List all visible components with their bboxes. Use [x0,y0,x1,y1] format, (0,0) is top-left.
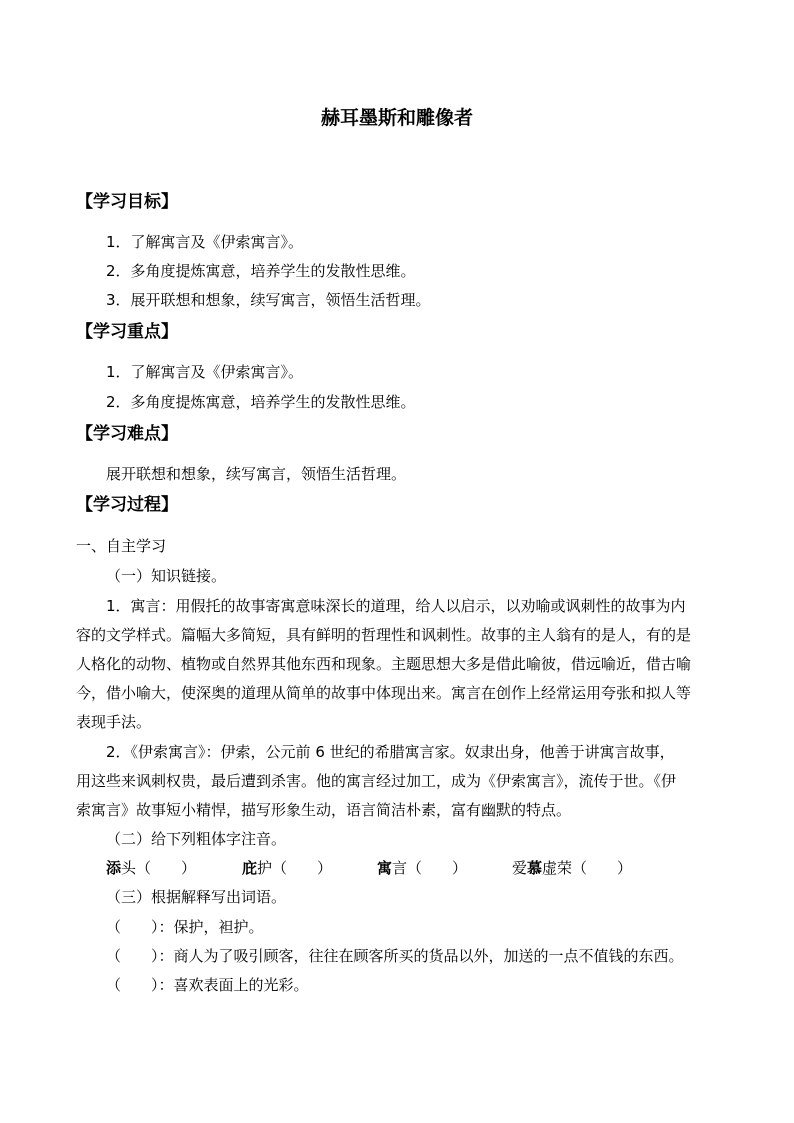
page-title: 赫耳墨斯和雕像者 [320,107,473,129]
paragraph-line: 表现手法。 [76,713,152,731]
pinyin-blank: 虚荣（ ） [542,859,633,877]
paragraph-line: 1．寓言：用假托的故事寄寓意味深长的道理，给人以启示，以劝喻或讽刺性的故事为内 [106,597,686,615]
key-point-item: 1．了解寓言及《伊索寓言》。 [106,363,304,381]
difficulty-text: 展开联想和想象，续写寓言，领悟生活哲理。 [106,465,407,483]
sub-knowledge-link: （一）知识链接。 [106,567,227,585]
paragraph-line: 用这些来讽刺权贵，最后遭到杀害。他的寓言经过加工，成为《伊索寓言》，流传于世。《伊 [76,772,677,790]
heading-goals: 【学习目标】 [76,192,178,212]
paragraph-line: 容的文学样式。篇幅大多简短，具有鲜明的哲理性和讽刺性。故事的主人翁有的是人，有的是 [76,626,692,644]
pinyin-blank: 护（ ） [257,859,333,877]
pinyin-blank: 头（ ） [121,859,197,877]
goal-item: 1．了解寓言及《伊索寓言》。 [106,233,304,251]
bold-char: 添 [106,859,122,877]
definition-line: （ ）：喜欢表面上的光彩。 [106,976,309,994]
plain-char: 爱 [512,859,528,877]
definition-line: （ ）：保护，袒护。 [106,918,264,936]
pinyin-item [106,858,196,878]
heading-key-points: 【学习重点】 [76,322,178,342]
part-self-study: 一、自主学习 [76,537,167,555]
sub-definitions: （三）根据解释写出词语。 [106,888,287,906]
paragraph-line: 今，借小喻大，使深奥的道理从简单的故事中体现出来。寓言在创作上经常运用夸张和拟人等 [76,684,692,702]
bold-char: 寓 [377,859,393,877]
pinyin-item [512,858,632,878]
heading-difficulties: 【学习难点】 [76,424,178,444]
pinyin-item [242,858,332,878]
bold-char: 庇 [242,859,258,877]
goal-item: 2．多角度提炼寓意，培养学生的发散性思维。 [106,262,416,280]
pinyin-item [377,858,467,878]
bold-char: 慕 [527,859,543,877]
definition-line: （ ）：商人为了吸引顾客，往往在顾客所买的货品以外，加送的一点不值钱的东西。 [106,947,684,965]
sub-pinyin: （二）给下列粗体字注音。 [106,830,287,848]
pinyin-blank: 言（ ） [392,859,468,877]
goal-item: 3．展开联想和想象，续写寓言，领悟生活哲理。 [106,291,431,309]
paragraph-line: 2．《伊索寓言》：伊索，公元前 6 世纪的希腊寓言家。奴隶出身，他善于讲寓言故事， [106,743,675,761]
key-point-item: 2．多角度提炼寓意，培养学生的发散性思维。 [106,393,416,411]
heading-process: 【学习过程】 [76,495,178,515]
paragraph-line: 索寓言》故事短小精悍，描写形象生动，语言简洁朴素，富有幽默的特点。 [76,801,572,819]
paragraph-line: 人格化的动物、植物或自然界其他东西和现象。主题思想大多是借此喻彼，借远喻近，借古喻 [76,655,692,673]
